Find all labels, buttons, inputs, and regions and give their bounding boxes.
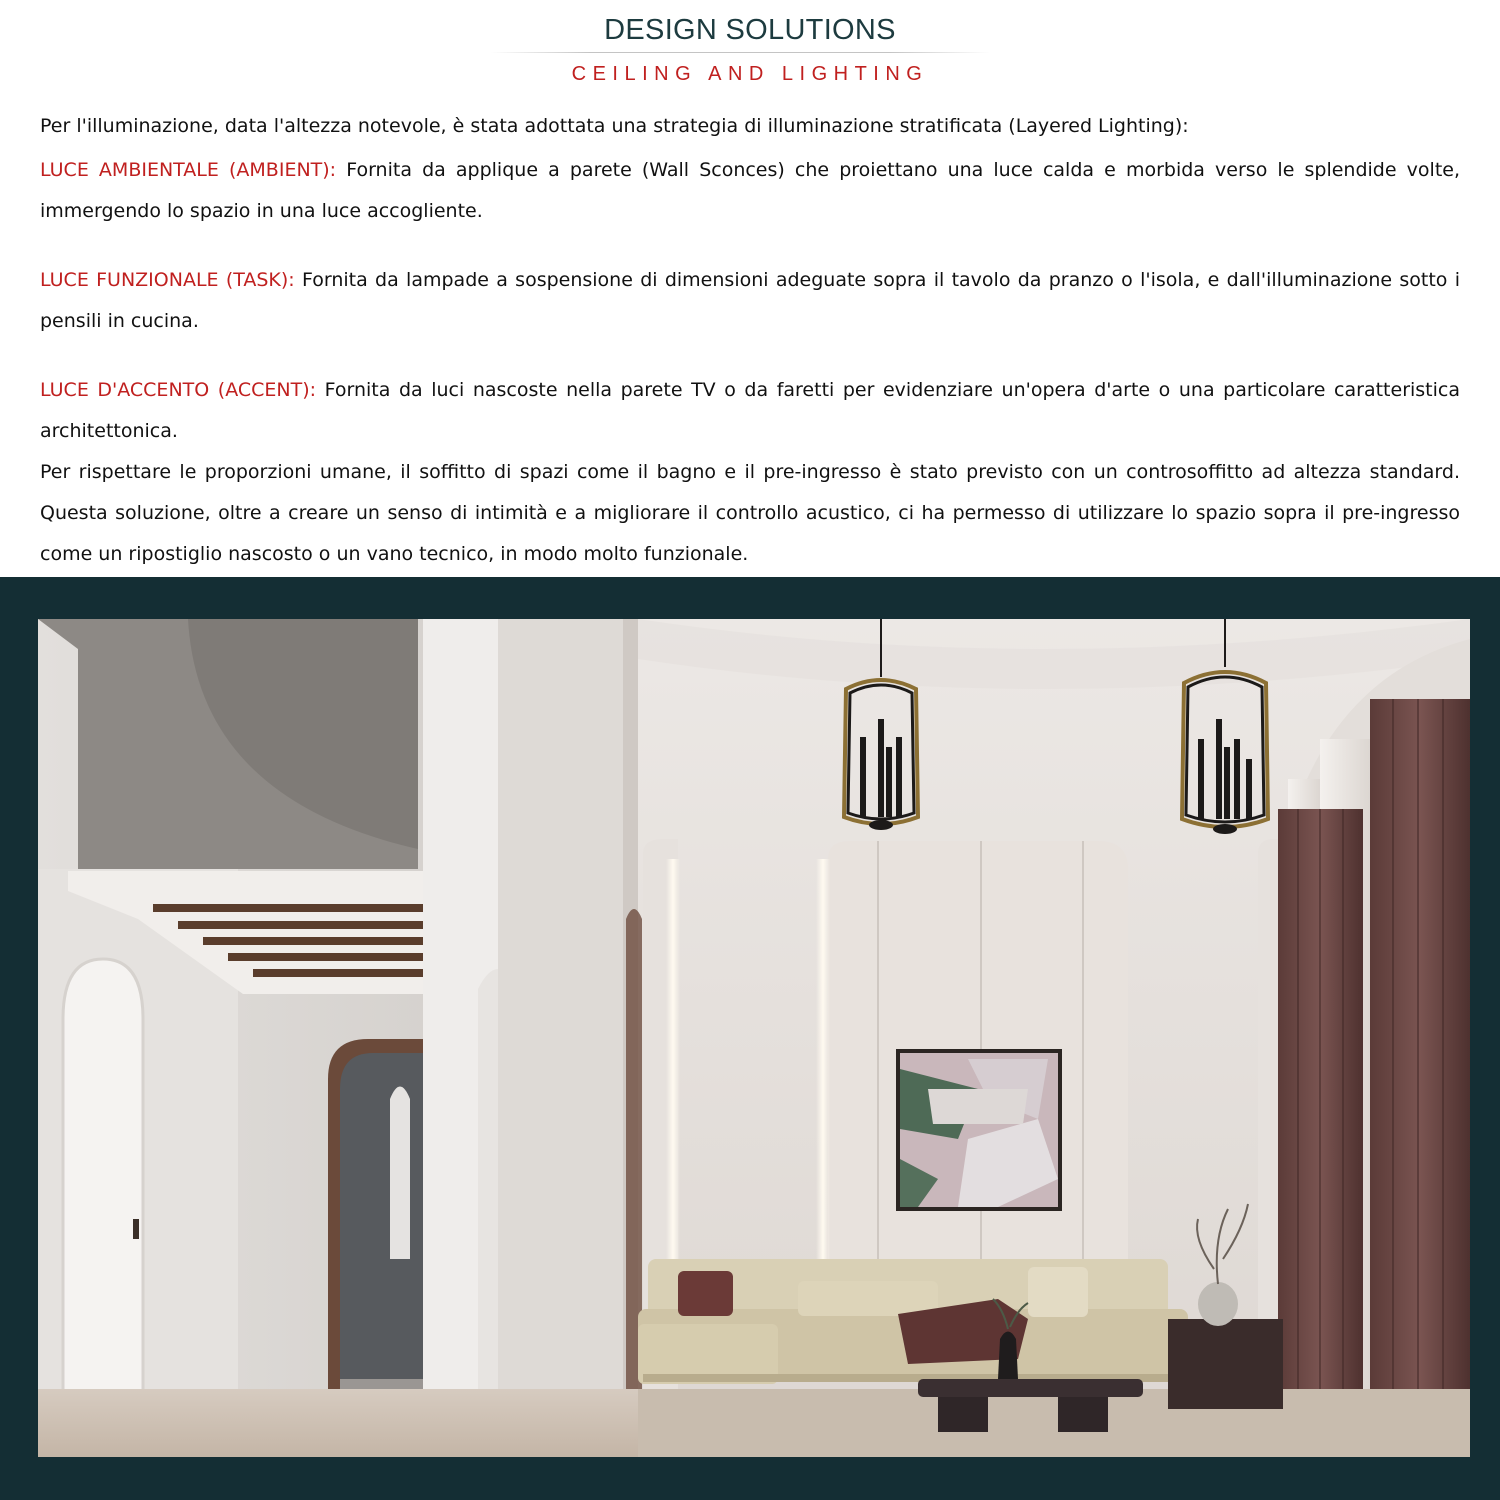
closing-paragraph — [40, 452, 1460, 575]
title-divider — [490, 52, 990, 53]
section-accent-label: LUCE D'ACCENTO (ACCENT): — [40, 379, 317, 401]
section-task-label: LUCE FUNZIONALE (TASK): — [40, 269, 295, 291]
section-task-paragraph — [40, 260, 1460, 342]
living-room-render-illustration — [38, 619, 1470, 1457]
render-frame — [0, 577, 1500, 1500]
page-subtitle: CEILING AND LIGHTING — [571, 63, 929, 85]
section-task — [40, 260, 1460, 342]
section-accent-text: Fornita da luci nascoste nella parete TV o da faretti per evidenziare un'opera d'arte o una particolare caratteristica architettonica. — [40, 379, 1460, 442]
closing-text: Per rispettare le proporzioni umane, il soffitto di spazi come il bagno e il pre-ingresso è stato previsto con un controsoffitto ad altezza standard. Questa soluzione, oltre a creare un senso di intimità e a migliorare il controllo acustico, ci ha permesso di utilizzare lo spazio sopra il pre-ingresso come un ripostiglio nascosto o un vano tecnico, in modo molto funzionale. — [40, 461, 1460, 565]
page-header — [0, 0, 1500, 100]
section-ambient-text: Fornita da applique a parete (Wall Sconces) che proiettano una luce calda e morbida verso le splendide volte, immergendo lo spazio in una luce accogliente. — [40, 159, 1460, 222]
section-ambient — [40, 150, 1460, 232]
interior-render — [38, 619, 1470, 1457]
section-ambient-paragraph — [40, 150, 1460, 232]
section-accent — [40, 370, 1460, 452]
intro-text: Per l'illuminazione, data l'altezza notevole, è stata adottata una strategia di illuminazione stratificata (Layered Lighting): — [40, 115, 1189, 137]
page-title: DESIGN SOLUTIONS — [604, 14, 896, 46]
section-accent-paragraph — [40, 370, 1460, 452]
intro-paragraph — [40, 107, 1460, 145]
section-task-text: Fornita da lampade a sospensione di dimensioni adeguate sopra il tavolo da pranzo o l'isola, e dall'illuminazione sotto i pensili in cucina. — [40, 269, 1460, 332]
section-ambient-label: LUCE AMBIENTALE (AMBIENT): — [40, 159, 337, 181]
